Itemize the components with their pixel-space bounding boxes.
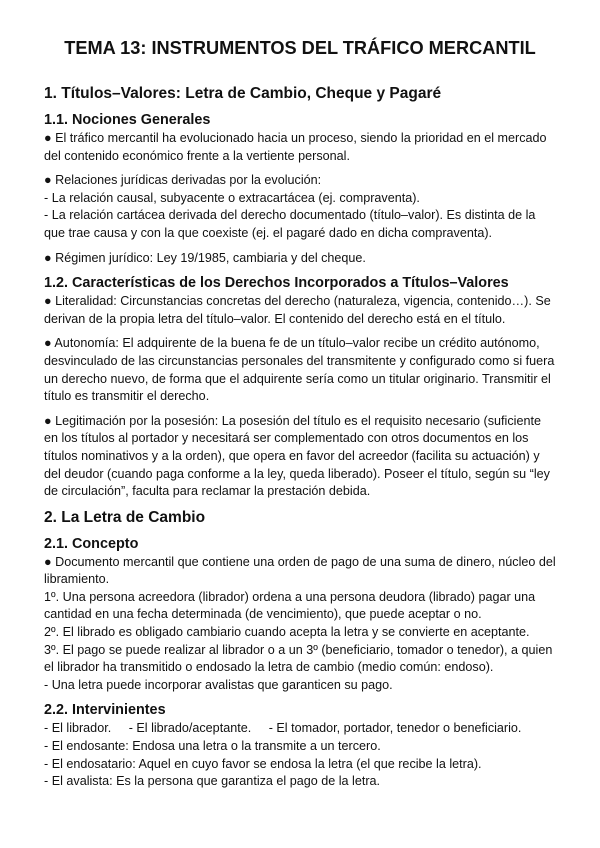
paragraph: - La relación cartácea derivada del derecho documentado (título–valor). Es distinta de la que trae causa y con la que coexiste (ej. el pagaré dado en dicha compraventa). bbox=[44, 208, 536, 240]
section-1-heading: 1. Títulos–Valores: Letra de Cambio, Cheque y Pagaré bbox=[44, 85, 442, 102]
section-2-2 bbox=[44, 702, 556, 790]
paragraph: ● El tráfico mercantil ha evolucionado hacia un proceso, siendo la prioridad en el mercado del contenido económico frente a la vertiente personal. bbox=[44, 131, 547, 163]
paragraph: 2º. El librado es obligado cambiario cuando acepta la letra y se convierte en aceptante. bbox=[44, 625, 530, 640]
paragraph: - Una letra puede incorporar avalistas que garanticen su pago. bbox=[44, 677, 393, 692]
section-1-2 bbox=[44, 275, 556, 501]
paragraph: - El avalista: Es la persona que garantiza el pago de la letra. bbox=[44, 774, 381, 789]
paragraph: ● Relaciones jurídicas derivadas por la evolución: bbox=[44, 173, 322, 188]
paragraph: ● Legitimación por la posesión: La posesión del título es el requisito necesario (suficiente en los títulos al portador y necesitará ser complementado con otros documentos en los títulos nominativos y a la orden), que opera en favor del acreedor (facilita su actuación) y del deudor (cuando paga conforme a la ley, queda liberado). Poseer el título, según su “ley de circulación”, faculta para reclamar la prestación debida. bbox=[44, 413, 550, 499]
section-2-1-heading: 2.1. Concepto bbox=[44, 535, 139, 552]
section-2-heading: 2. La Letra de Cambio bbox=[44, 508, 206, 526]
paragraph: - El librador. - El librado/aceptante. - El tomador, portador, tenedor o beneficiario. bbox=[44, 721, 522, 736]
document-title: TEMA 13: INSTRUMENTOS DEL TRÁFICO MERCANTIL bbox=[64, 38, 536, 58]
section-1-2-heading: 1.2. Características de los Derechos Incorporados a Títulos–Valores bbox=[44, 275, 509, 292]
section-1-1 bbox=[44, 112, 556, 267]
paragraph: - La relación causal, subyacente o extracartácea (ej. compraventa). bbox=[44, 190, 420, 205]
section-1-1-heading: 1.1. Nociones Generales bbox=[44, 112, 211, 128]
paragraph: 3º. El pago se puede realizar al librador o a un 3º (beneficiario, tomador o tenedor), a quien el librador ha transmitido o endosado la letra de cambio (medio común: endoso). bbox=[44, 642, 553, 675]
section-2-1 bbox=[44, 536, 556, 695]
paragraph: ● Régimen jurídico: Ley 19/1985, cambiaria y del cheque. bbox=[44, 250, 366, 265]
section-2-2-heading: 2.2. Intervinientes bbox=[44, 702, 166, 719]
paragraph: - El endosatario: Aquel en cuyo favor se endosa la letra (el que recibe la letra). bbox=[44, 756, 482, 771]
paragraph: ● Autonomía: El adquirente de la buena fe de un título–valor recibe un crédito autónomo, desvinculado de las circunstancias personales del transmitente y configurado como si fuera un derecho nuevo, de forma que el adquirente sería como un titular originario. Transmitir el título es transmitir el derecho. bbox=[44, 336, 555, 404]
paragraph: - El endosante: Endosa una letra o la transmite a un tercero. bbox=[44, 739, 381, 754]
paragraph: ● Documento mercantil que contiene una orden de pago de una suma de dinero, núcleo del libramiento. bbox=[44, 554, 556, 587]
paragraph: ● Literalidad: Circunstancias concretas del derecho (naturaleza, vigencia, contenido…). Se derivan de la propia letra del título–valor. El contenido del derecho está en el título. bbox=[44, 294, 551, 326]
paragraph: 1º. Una persona acreedora (librador) ordena a una persona deudora (librado) pagar una cantidad en una fecha determinada (de vencimiento), que puede aceptar o no. bbox=[44, 589, 536, 622]
